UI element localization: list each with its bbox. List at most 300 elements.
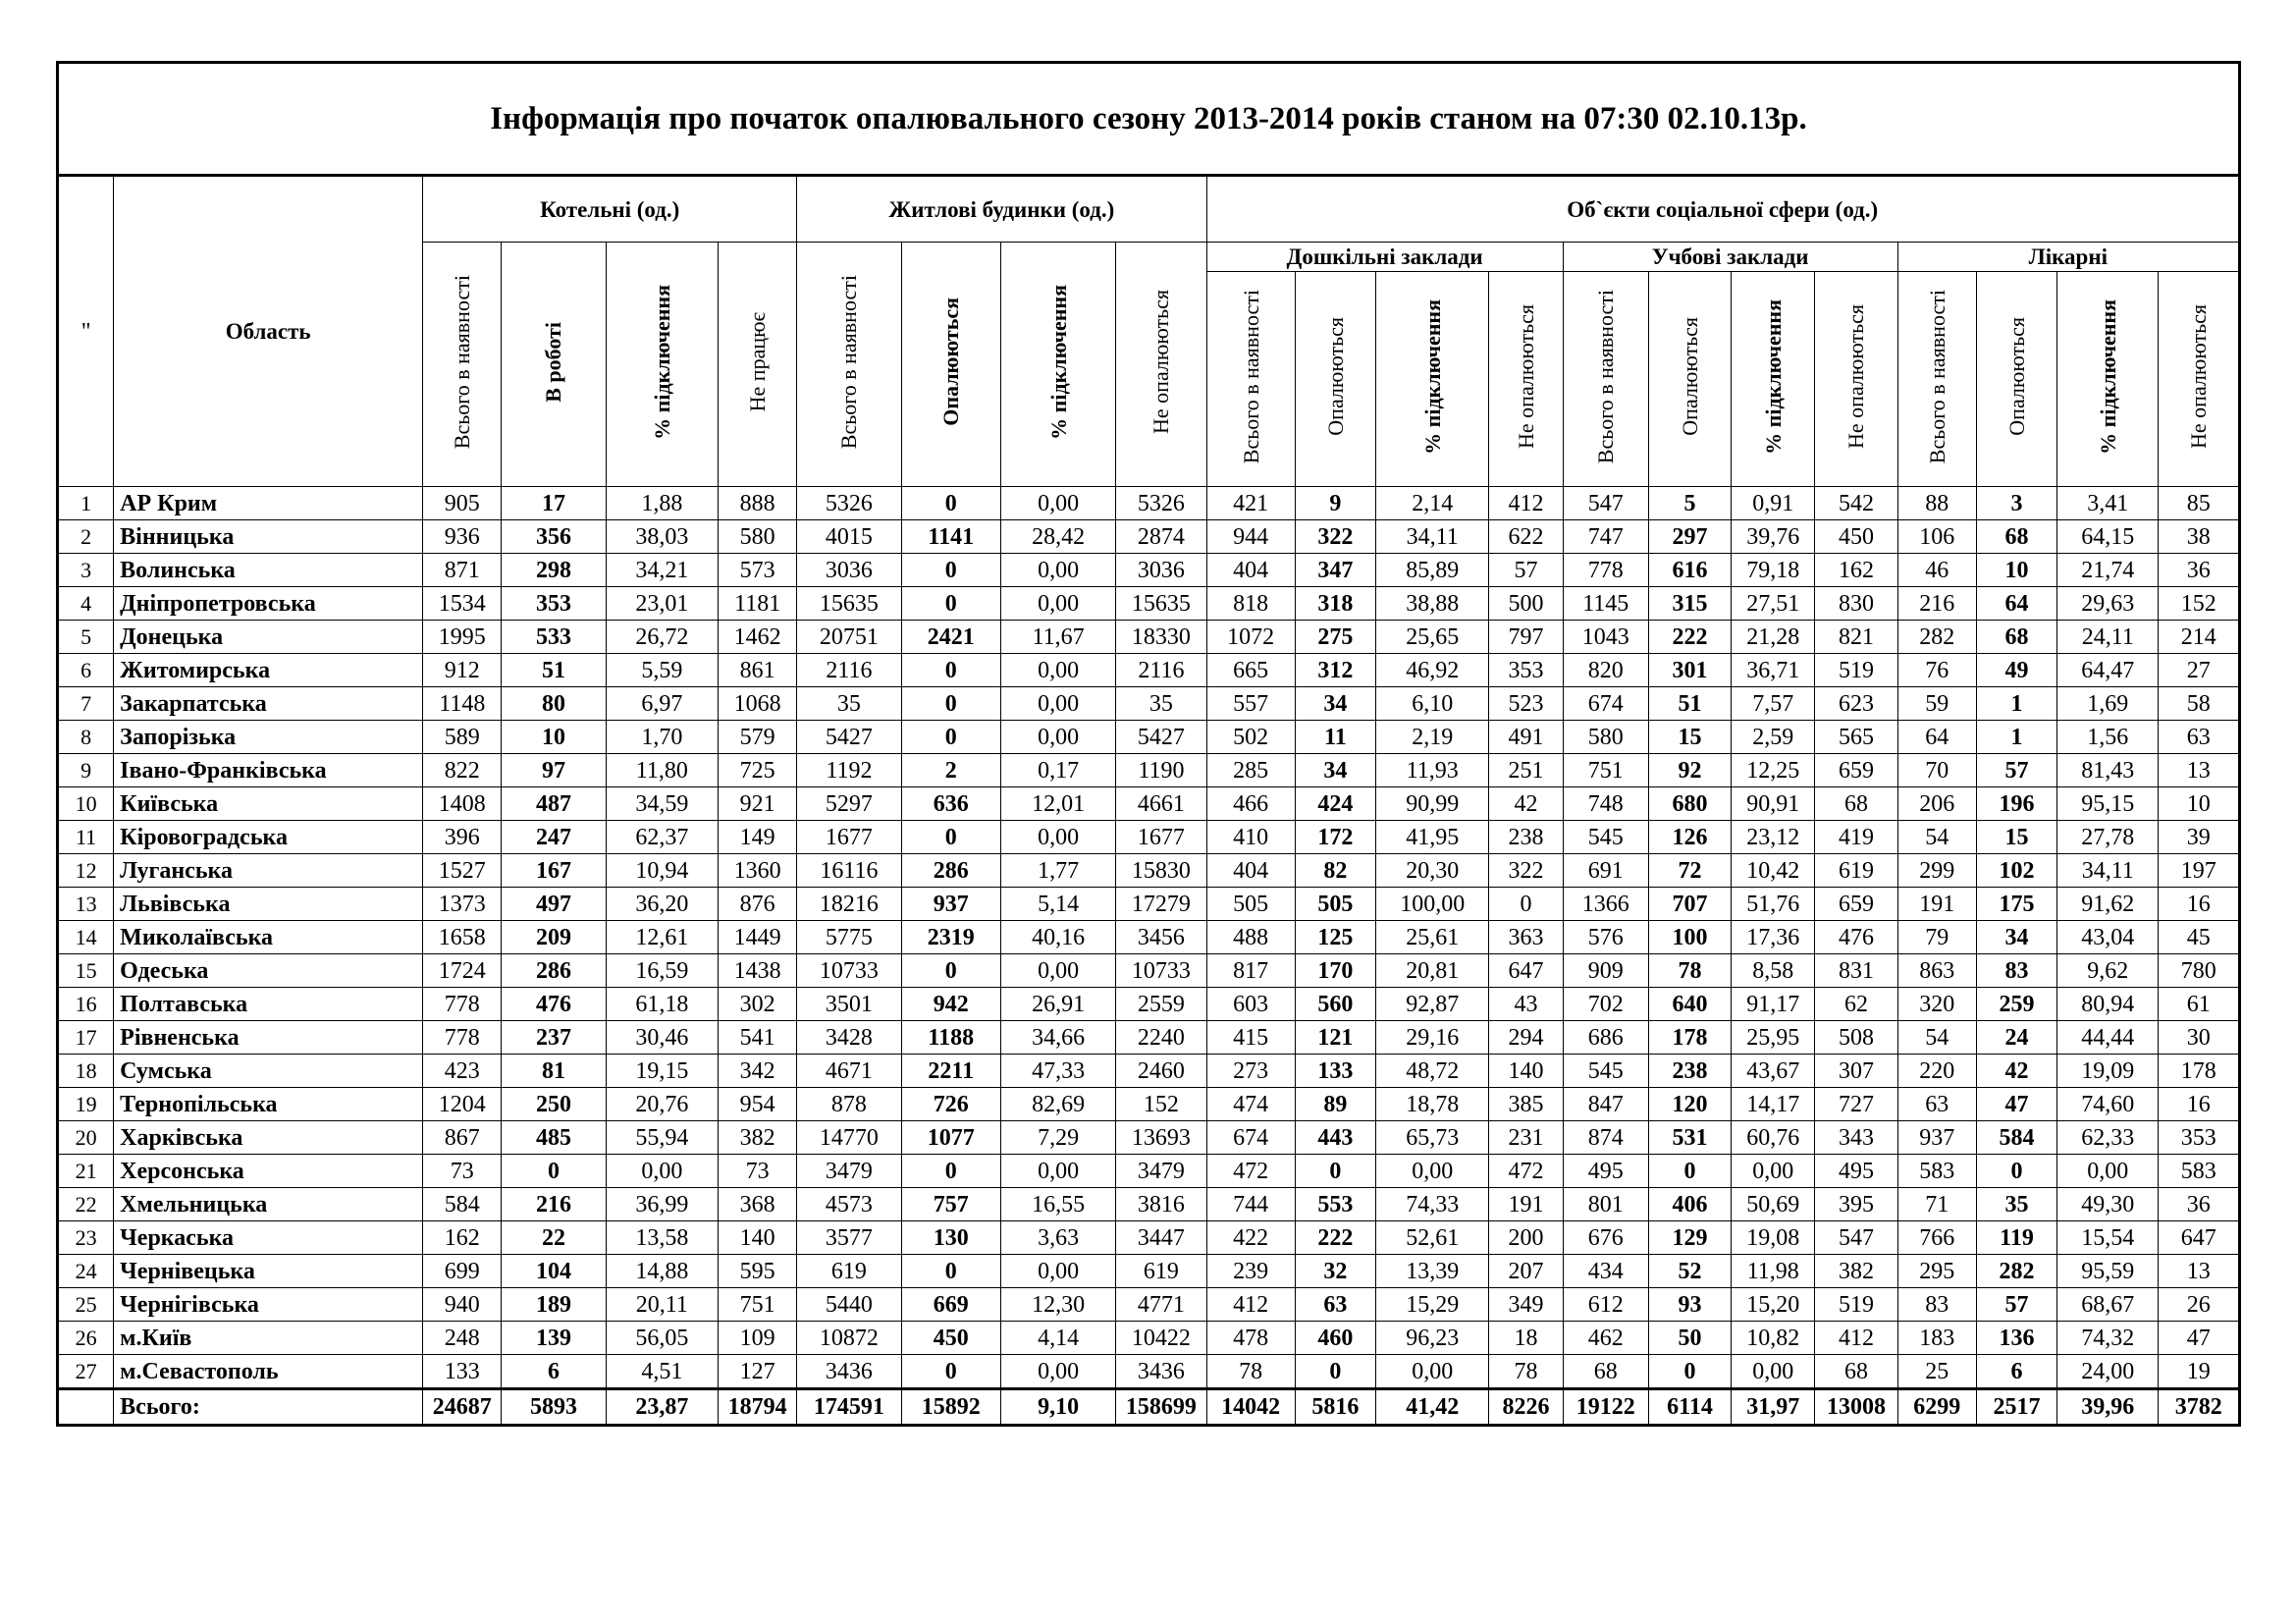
table-cell: 5326 (1116, 487, 1206, 520)
table-cell: 3436 (797, 1355, 901, 1389)
table-cell: 73 (719, 1155, 797, 1188)
table-cell: 584 (1976, 1121, 2056, 1155)
table-cell: 1658 (423, 921, 502, 954)
table-cell: 39 (2159, 821, 2240, 854)
table-cell: 867 (423, 1121, 502, 1155)
total-cell: 174591 (797, 1389, 901, 1426)
table-cell: 119 (1976, 1221, 2056, 1255)
table-cell: 25 (1897, 1355, 1976, 1389)
table-cell: 19,08 (1732, 1221, 1815, 1255)
table-cell: 34,21 (606, 554, 718, 587)
region-name: Волинська (114, 554, 423, 587)
table-cell: 909 (1563, 954, 1648, 988)
table-cell: 127 (719, 1355, 797, 1389)
table-cell: 1449 (719, 921, 797, 954)
table-cell: 1 (1976, 721, 2056, 754)
table-cell: 1043 (1563, 621, 1648, 654)
row-number: 10 (58, 787, 114, 821)
table-cell: 584 (423, 1188, 502, 1221)
table-cell: 622 (1489, 520, 1563, 554)
table-cell: 874 (1563, 1121, 1648, 1155)
table-cell: 24,00 (2057, 1355, 2159, 1389)
table-cell: 286 (502, 954, 606, 988)
table-cell: 818 (1206, 587, 1295, 621)
total-cell: 2517 (1976, 1389, 2056, 1426)
table-cell: 485 (502, 1121, 606, 1155)
table-cell: 669 (901, 1288, 1000, 1322)
region-name: Миколаївська (114, 921, 423, 954)
table-cell: 68 (1815, 1355, 1897, 1389)
table-cell: 1438 (719, 954, 797, 988)
table-cell: 2559 (1116, 988, 1206, 1021)
table-cell: 49 (1976, 654, 2056, 687)
row-number: 3 (58, 554, 114, 587)
table-cell: 183 (1897, 1322, 1976, 1355)
table-cell: 62,37 (606, 821, 718, 854)
row-number: 2 (58, 520, 114, 554)
table-cell: 15830 (1116, 854, 1206, 888)
total-cell: 8226 (1489, 1389, 1563, 1426)
table-cell: 500 (1489, 587, 1563, 621)
table-cell: 20,81 (1376, 954, 1489, 988)
table-cell: 47,33 (1000, 1055, 1115, 1088)
table-cell: 647 (2159, 1221, 2240, 1255)
region-name: Тернопільська (114, 1088, 423, 1121)
table-cell: 36,71 (1732, 654, 1815, 687)
table-cell: 60,76 (1732, 1121, 1815, 1155)
table-cell: 206 (1897, 787, 1976, 821)
table-cell: 0,00 (1000, 1255, 1115, 1288)
row-number: 20 (58, 1121, 114, 1155)
table-cell: 282 (1976, 1255, 2056, 1288)
table-cell: 5326 (797, 487, 901, 520)
table-cell: 15,54 (2057, 1221, 2159, 1255)
table-cell: 100,00 (1376, 888, 1489, 921)
table-cell: 5427 (797, 721, 901, 754)
table-cell: 214 (2159, 621, 2240, 654)
table-cell: 20,11 (606, 1288, 718, 1322)
table-cell: 472 (1489, 1155, 1563, 1188)
table-cell: 26,72 (606, 621, 718, 654)
schools-heated-header: Опалюються (1648, 272, 1731, 487)
table-cell: 231 (1489, 1121, 1563, 1155)
table-cell: 88 (1897, 487, 1976, 520)
table-cell: 1188 (901, 1021, 1000, 1055)
table-cell: 282 (1897, 621, 1976, 654)
table-cell: 412 (1815, 1322, 1897, 1355)
table-cell: 36 (2159, 554, 2240, 587)
table-cell: 44,44 (2057, 1021, 2159, 1055)
table-cell: 178 (2159, 1055, 2240, 1088)
table-cell: 822 (423, 754, 502, 787)
table-cell: 125 (1295, 921, 1375, 954)
table-cell: 623 (1815, 687, 1897, 721)
table-cell: 780 (2159, 954, 2240, 988)
table-cell: 13 (2159, 1255, 2240, 1288)
houses-heated-header: Опалюються (901, 243, 1000, 487)
table-cell: 16 (2159, 888, 2240, 921)
region-name: Черкаська (114, 1221, 423, 1255)
table-cell: 699 (423, 1255, 502, 1288)
table-cell: 57 (1489, 554, 1563, 587)
table-cell: 13 (2159, 754, 2240, 787)
table-cell: 6 (502, 1355, 606, 1389)
schools-header: Учбові заклади (1563, 243, 1897, 272)
hospitals-not-heated-header: Не опалюються (2159, 272, 2240, 487)
table-cell: 102 (1976, 854, 2056, 888)
table-cell: 97 (502, 754, 606, 787)
table-row (58, 554, 2240, 587)
table-cell: 10872 (797, 1322, 901, 1355)
table-cell: 47 (1976, 1088, 2056, 1121)
table-row (58, 787, 2240, 821)
table-cell: 136 (1976, 1322, 2056, 1355)
table-cell: 43 (1489, 988, 1563, 1021)
table-cell: 68 (1815, 787, 1897, 821)
table-cell: 61 (2159, 988, 2240, 1021)
table-cell: 636 (901, 787, 1000, 821)
row-number: 7 (58, 687, 114, 721)
table-cell: 531 (1648, 1121, 1731, 1155)
table-cell: 175 (1976, 888, 2056, 921)
table-cell: 356 (502, 520, 606, 554)
table-cell: 0 (901, 954, 1000, 988)
table-cell: 619 (1116, 1255, 1206, 1288)
table-cell: 28,42 (1000, 520, 1115, 554)
table-cell: 5440 (797, 1288, 901, 1322)
table-cell: 1145 (1563, 587, 1648, 621)
table-cell: 0 (901, 687, 1000, 721)
table-cell: 595 (719, 1255, 797, 1288)
table-cell: 10 (502, 721, 606, 754)
table-cell: 83 (1897, 1288, 1976, 1322)
table-cell: 725 (719, 754, 797, 787)
table-cell: 3479 (1116, 1155, 1206, 1188)
table-cell: 18330 (1116, 621, 1206, 654)
table-cell: 322 (1489, 854, 1563, 888)
table-cell: 1077 (901, 1121, 1000, 1155)
table-cell: 2,14 (1376, 487, 1489, 520)
region-name: Хмельницька (114, 1188, 423, 1221)
table-cell: 318 (1295, 587, 1375, 621)
table-cell: 11,80 (606, 754, 718, 787)
table-cell: 565 (1815, 721, 1897, 754)
table-cell: 778 (1563, 554, 1648, 587)
table-cell: 576 (1563, 921, 1648, 954)
total-cell: 3782 (2159, 1389, 2240, 1426)
table-cell: 191 (1489, 1188, 1563, 1221)
boilers-group-header: Котельні (од.) (423, 176, 797, 243)
table-cell: 121 (1295, 1021, 1375, 1055)
table-cell: 7,57 (1732, 687, 1815, 721)
table-cell: 68,67 (2057, 1288, 2159, 1322)
table-cell: 702 (1563, 988, 1648, 1021)
table-cell: 3479 (797, 1155, 901, 1188)
table-cell: 778 (423, 1021, 502, 1055)
table-cell: 95,15 (2057, 787, 2159, 821)
table-cell: 47 (2159, 1322, 2240, 1355)
table-cell: 707 (1648, 888, 1731, 921)
table-cell: 474 (1206, 1088, 1295, 1121)
table-cell: 519 (1815, 654, 1897, 687)
table-cell: 404 (1206, 854, 1295, 888)
table-cell: 10,42 (1732, 854, 1815, 888)
table-cell: 2116 (797, 654, 901, 687)
table-cell: 13693 (1116, 1121, 1206, 1155)
table-cell: 505 (1295, 888, 1375, 921)
table-cell: 936 (423, 520, 502, 554)
table-cell: 912 (423, 654, 502, 687)
table-cell: 29,63 (2057, 587, 2159, 621)
table-cell: 665 (1206, 654, 1295, 687)
table-cell: 3,63 (1000, 1221, 1115, 1255)
table-cell: 27,78 (2057, 821, 2159, 854)
table-cell: 0,00 (1732, 1355, 1815, 1389)
table-cell: 222 (1648, 621, 1731, 654)
table-cell: 434 (1563, 1255, 1648, 1288)
table-cell: 2319 (901, 921, 1000, 954)
table-cell: 189 (502, 1288, 606, 1322)
table-cell: 130 (901, 1221, 1000, 1255)
total-cell: 15892 (901, 1389, 1000, 1426)
table-cell: 24 (1976, 1021, 2056, 1055)
table-cell: 46 (1897, 554, 1976, 587)
table-cell: 51 (502, 654, 606, 687)
table-cell: 46,92 (1376, 654, 1489, 687)
table-cell: 583 (2159, 1155, 2240, 1188)
table-cell: 220 (1897, 1055, 1976, 1088)
table-cell: 6 (1976, 1355, 2056, 1389)
table-cell: 92,87 (1376, 988, 1489, 1021)
table-cell: 83 (1976, 954, 2056, 988)
table-cell: 0,00 (1376, 1155, 1489, 1188)
table-cell: 62,33 (2057, 1121, 2159, 1155)
total-cell: 19122 (1563, 1389, 1648, 1426)
table-cell: 2460 (1116, 1055, 1206, 1088)
table-cell: 674 (1563, 687, 1648, 721)
table-cell: 21,74 (2057, 554, 2159, 587)
table-cell: 315 (1648, 587, 1731, 621)
table-cell: 259 (1976, 988, 2056, 1021)
table-cell: 1072 (1206, 621, 1295, 654)
table-cell: 11 (1295, 721, 1375, 754)
table-cell: 238 (1489, 821, 1563, 854)
table-cell: 353 (2159, 1121, 2240, 1155)
table-cell: 216 (502, 1188, 606, 1221)
region-name: Івано-Франківська (114, 754, 423, 787)
table-cell: 54 (1897, 1021, 1976, 1055)
table-cell: 940 (423, 1288, 502, 1322)
table-row (58, 1021, 2240, 1055)
table-cell: 0 (901, 1355, 1000, 1389)
table-row (58, 1288, 2240, 1322)
table-cell: 14,88 (606, 1255, 718, 1288)
table-cell: 1,77 (1000, 854, 1115, 888)
row-number: 12 (58, 854, 114, 888)
table-cell: 238 (1648, 1055, 1731, 1088)
table-cell: 29,16 (1376, 1021, 1489, 1055)
table-cell: 6,10 (1376, 687, 1489, 721)
table-cell: 196 (1976, 787, 2056, 821)
table-cell: 751 (1563, 754, 1648, 787)
table-cell: 34,66 (1000, 1021, 1115, 1055)
heating-season-report (56, 61, 2241, 1427)
table-cell: 547 (1563, 487, 1648, 520)
table-cell: 39,76 (1732, 520, 1815, 554)
table-cell: 54 (1897, 821, 1976, 854)
table-cell: 472 (1206, 1155, 1295, 1188)
total-cell: 9,10 (1000, 1389, 1115, 1426)
table-cell: 7,29 (1000, 1121, 1115, 1155)
row-number: 4 (58, 587, 114, 621)
table-cell: 676 (1563, 1221, 1648, 1255)
table-cell: 82 (1295, 854, 1375, 888)
table-cell: 4573 (797, 1188, 901, 1221)
table-cell: 63 (1897, 1088, 1976, 1121)
table-cell: 3501 (797, 988, 901, 1021)
table-cell: 133 (1295, 1055, 1375, 1088)
row-number: 15 (58, 954, 114, 988)
table-cell: 74,33 (1376, 1188, 1489, 1221)
table-cell: 747 (1563, 520, 1648, 554)
hospitals-heated-header: Опалюються (1976, 272, 2056, 487)
table-cell: 1408 (423, 787, 502, 821)
table-cell: 519 (1815, 1288, 1897, 1322)
table-cell: 422 (1206, 1221, 1295, 1255)
table-cell: 3816 (1116, 1188, 1206, 1221)
table-cell: 222 (1295, 1221, 1375, 1255)
table-cell: 3 (1976, 487, 2056, 520)
table-cell: 876 (719, 888, 797, 921)
table-cell: 1373 (423, 888, 502, 921)
table-row (58, 520, 2240, 554)
table-cell: 68 (1976, 621, 2056, 654)
preschool-header: Дошкільні заклади (1206, 243, 1563, 272)
table-cell: 42 (1489, 787, 1563, 821)
table-cell: 443 (1295, 1121, 1375, 1155)
table-cell: 10422 (1116, 1322, 1206, 1355)
table-cell: 13,39 (1376, 1255, 1489, 1288)
table-cell: 70 (1897, 754, 1976, 787)
table-cell: 404 (1206, 554, 1295, 587)
table-cell: 2,59 (1732, 721, 1815, 754)
table-row (58, 721, 2240, 754)
table-cell: 533 (502, 621, 606, 654)
region-name: Чернівецька (114, 1255, 423, 1288)
table-cell: 847 (1563, 1088, 1648, 1121)
table-cell: 382 (1815, 1255, 1897, 1288)
table-cell: 488 (1206, 921, 1295, 954)
table-cell: 619 (1815, 854, 1897, 888)
table-cell: 36 (2159, 1188, 2240, 1221)
table-cell: 15635 (1116, 587, 1206, 621)
table-cell: 5 (1648, 487, 1731, 520)
table-row (58, 687, 2240, 721)
table-cell: 16,59 (606, 954, 718, 988)
table-cell: 178 (1648, 1021, 1731, 1055)
table-cell: 462 (1563, 1322, 1648, 1355)
row-number: 17 (58, 1021, 114, 1055)
table-cell: 197 (2159, 854, 2240, 888)
table-cell: 90,91 (1732, 787, 1815, 821)
table-row (58, 921, 2240, 954)
table-cell: 349 (1489, 1288, 1563, 1322)
table-cell: 396 (423, 821, 502, 854)
table-cell: 0,00 (1000, 587, 1115, 621)
table-cell: 2421 (901, 621, 1000, 654)
table-cell: 4,14 (1000, 1322, 1115, 1355)
table-cell: 541 (719, 1021, 797, 1055)
table-cell: 757 (901, 1188, 1000, 1221)
region-name: Вінницька (114, 520, 423, 554)
table-cell: 830 (1815, 587, 1897, 621)
table-cell: 15 (1648, 721, 1731, 754)
table-cell: 944 (1206, 520, 1295, 554)
table-cell: 619 (797, 1255, 901, 1288)
region-name: Херсонська (114, 1155, 423, 1188)
table-cell: 560 (1295, 988, 1375, 1021)
table-cell: 0 (1489, 888, 1563, 921)
table-cell: 43,04 (2057, 921, 2159, 954)
table-cell: 368 (719, 1188, 797, 1221)
table-cell: 285 (1206, 754, 1295, 787)
total-cell: 23,87 (606, 1389, 718, 1426)
table-cell: 4671 (797, 1055, 901, 1088)
table-cell: 0,00 (1000, 954, 1115, 988)
table-cell: 74,60 (2057, 1088, 2159, 1121)
table-cell: 0,00 (606, 1155, 718, 1188)
table-row (58, 621, 2240, 654)
table-cell: 545 (1563, 1055, 1648, 1088)
table-cell: 237 (502, 1021, 606, 1055)
table-cell: 90,99 (1376, 787, 1489, 821)
table-cell: 50,69 (1732, 1188, 1815, 1221)
table-cell: 149 (719, 821, 797, 854)
table-cell: 10 (1976, 554, 2056, 587)
table-cell: 26,91 (1000, 988, 1115, 1021)
table-cell: 424 (1295, 787, 1375, 821)
row-number: 19 (58, 1088, 114, 1121)
table-cell: 542 (1815, 487, 1897, 520)
table-cell: 8,58 (1732, 954, 1815, 988)
table-cell: 766 (1897, 1221, 1976, 1255)
table-cell: 415 (1206, 1021, 1295, 1055)
table-cell: 247 (502, 821, 606, 854)
table-cell: 573 (719, 554, 797, 587)
table-cell: 1724 (423, 954, 502, 988)
table-cell: 0 (1648, 1355, 1731, 1389)
table-cell: 1527 (423, 854, 502, 888)
table-cell: 26 (2159, 1288, 2240, 1322)
table-cell: 299 (1897, 854, 1976, 888)
table-cell: 162 (1815, 554, 1897, 587)
table-cell: 91,17 (1732, 988, 1815, 1021)
table-cell: 24,11 (2057, 621, 2159, 654)
total-cell: 14042 (1206, 1389, 1295, 1426)
table-row (58, 1055, 2240, 1088)
row-number: 16 (58, 988, 114, 1021)
table-cell: 691 (1563, 854, 1648, 888)
table-cell: 726 (901, 1088, 1000, 1121)
row-number: 24 (58, 1255, 114, 1288)
table-cell: 34,11 (1376, 520, 1489, 554)
table-cell: 301 (1648, 654, 1731, 687)
total-cell: 5816 (1295, 1389, 1375, 1426)
preschool-percent-header: % підключення (1376, 272, 1489, 487)
table-cell: 36,99 (606, 1188, 718, 1221)
table-cell: 1,88 (606, 487, 718, 520)
table-cell: 106 (1897, 520, 1976, 554)
